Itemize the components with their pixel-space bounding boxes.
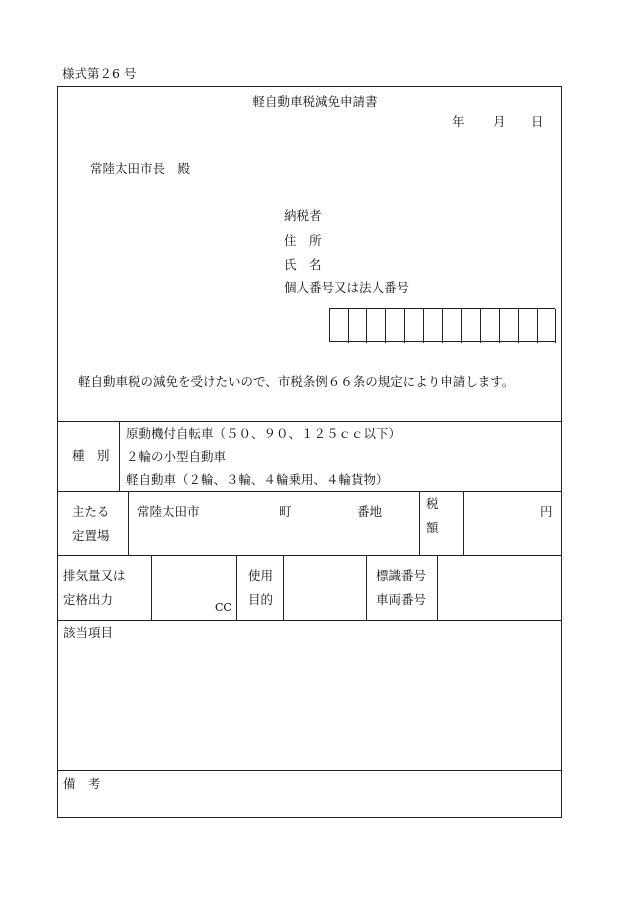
purpose-label: 目的 bbox=[248, 592, 274, 607]
id-digit-box[interactable] bbox=[330, 309, 349, 343]
taxpayer-label: 納税者 bbox=[284, 208, 322, 223]
location-town: 町 bbox=[279, 504, 292, 519]
id-digit-box[interactable] bbox=[500, 309, 519, 343]
date-year-label: 年 bbox=[452, 114, 465, 129]
id-number-boxes[interactable] bbox=[329, 308, 555, 342]
displacement-label: 排気量又は bbox=[63, 568, 126, 583]
storage-location-label: 定置場 bbox=[72, 528, 110, 543]
divider bbox=[128, 491, 129, 555]
id-digit-box[interactable] bbox=[348, 309, 367, 343]
divider bbox=[283, 555, 284, 620]
tax-amount-label: 税 bbox=[426, 496, 439, 511]
form-number: 様式第２6 号 bbox=[62, 66, 137, 81]
id-digit-box[interactable] bbox=[462, 309, 481, 343]
divider bbox=[419, 491, 420, 555]
plate-number-label: 標識番号 bbox=[376, 568, 427, 583]
divider bbox=[57, 770, 562, 771]
cc-unit: CC bbox=[215, 601, 232, 614]
divider bbox=[57, 491, 562, 492]
remarks-label: 備 考 bbox=[63, 776, 101, 791]
id-digit-box[interactable] bbox=[481, 309, 500, 343]
plate-number-label: 車両番号 bbox=[376, 592, 427, 607]
purpose-label: 使用 bbox=[248, 568, 274, 583]
divider bbox=[236, 555, 237, 620]
displacement-label: 定格出力 bbox=[63, 592, 114, 607]
id-digit-box[interactable] bbox=[386, 309, 405, 343]
id-digit-box[interactable] bbox=[538, 309, 556, 343]
location-lot: 番地 bbox=[357, 504, 383, 519]
date-month-label: 月 bbox=[493, 114, 506, 129]
yen-unit: 円 bbox=[540, 504, 553, 519]
applicable-items-label: 該当項目 bbox=[63, 625, 114, 640]
divider bbox=[57, 620, 562, 621]
divider bbox=[463, 491, 464, 555]
vehicle-type-label: 種 別 bbox=[72, 448, 110, 463]
addressee: 常陸太田市長 殿 bbox=[90, 161, 191, 176]
divider bbox=[151, 555, 152, 620]
form-title: 軽自動車税減免申請書 bbox=[252, 94, 378, 109]
divider bbox=[437, 555, 438, 620]
address-label: 住 所 bbox=[284, 233, 322, 248]
id-digit-box[interactable] bbox=[367, 309, 386, 343]
vehicle-type-option[interactable]: ２輪の小型自動車 bbox=[126, 449, 227, 464]
divider bbox=[119, 421, 120, 491]
vehicle-type-option[interactable]: 原動機付自転車（５０、９０、１２５ｃｃ以下） bbox=[126, 426, 402, 441]
application-statement: 軽自動車税の減免を受けたいので、市税条例６６条の規定により申請します。 bbox=[78, 374, 515, 389]
vehicle-type-option[interactable]: 軽自動車（２輪、３輪、４輪乗用、４輪貨物） bbox=[126, 472, 389, 487]
id-digit-box[interactable] bbox=[424, 309, 443, 343]
date-day-label: 日 bbox=[531, 114, 544, 129]
id-digit-box[interactable] bbox=[443, 309, 462, 343]
storage-location-label: 主たる bbox=[72, 504, 110, 519]
tax-amount-label: 額 bbox=[426, 520, 439, 535]
id-digit-box[interactable] bbox=[405, 309, 424, 343]
divider bbox=[57, 555, 562, 556]
divider bbox=[366, 555, 367, 620]
name-label: 氏 名 bbox=[284, 257, 322, 272]
location-city: 常陸太田市 bbox=[137, 504, 200, 519]
divider bbox=[57, 421, 562, 422]
id-digit-box[interactable] bbox=[519, 309, 538, 343]
id-number-label: 個人番号又は法人番号 bbox=[284, 280, 410, 295]
